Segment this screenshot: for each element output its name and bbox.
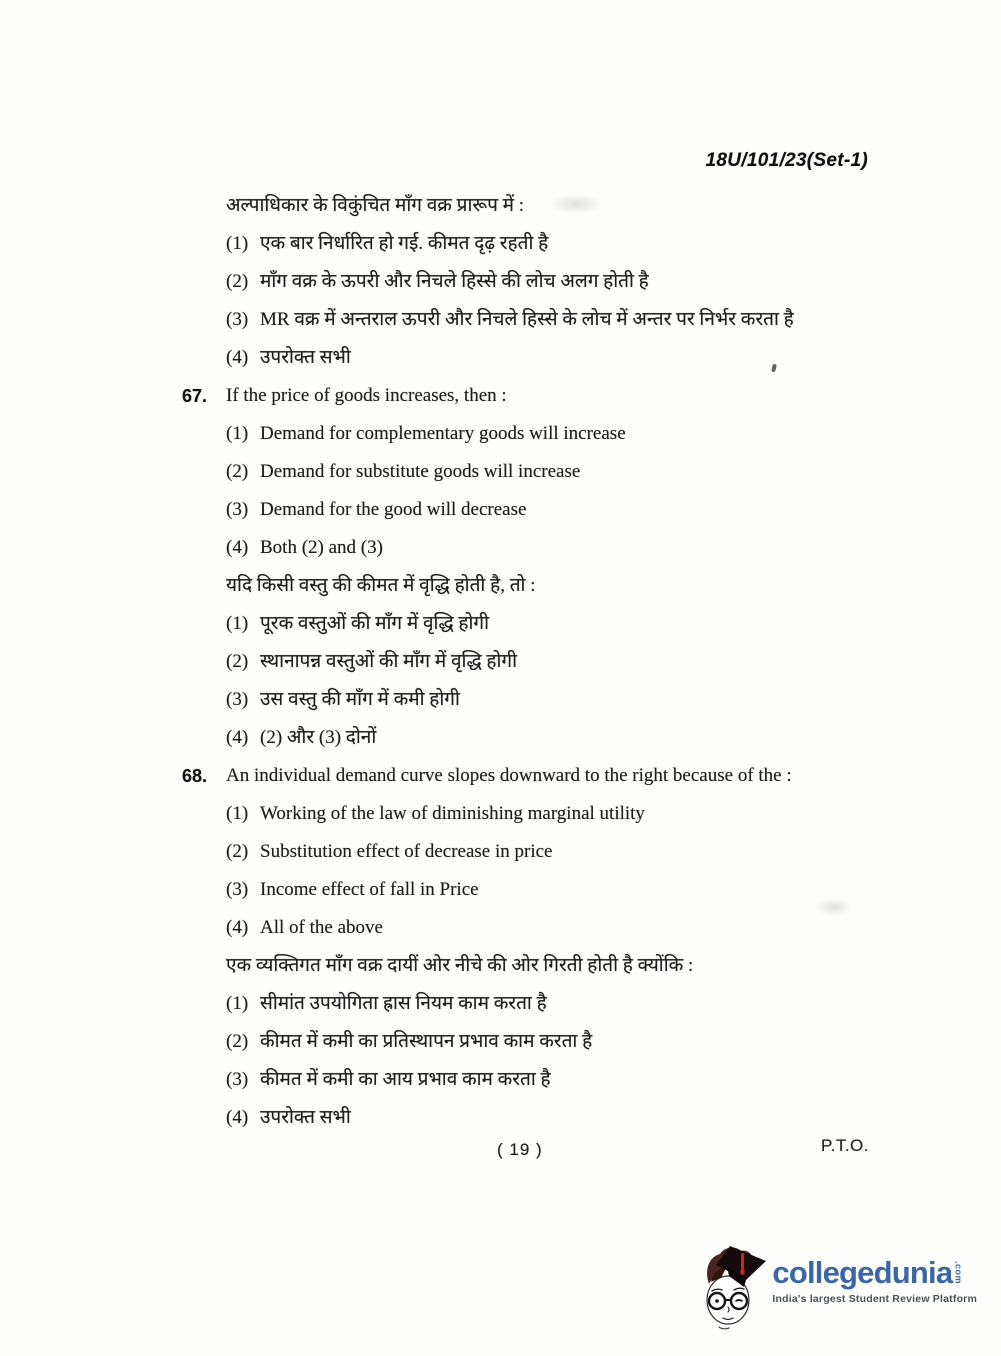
option-text: Demand for complementary goods will increase xyxy=(260,423,626,444)
option-row xyxy=(226,1029,1001,1055)
question-number: 68. xyxy=(182,766,208,786)
option-row xyxy=(226,535,1001,561)
option-row xyxy=(226,991,1001,1017)
option-marker: (4) xyxy=(226,917,249,938)
option-row xyxy=(226,345,1001,371)
question-intro: एक व्यक्तिगत माँग वक्र दायीं ओर नीचे की ओर गिरती होती है क्योंकि : xyxy=(226,955,694,976)
option-row xyxy=(226,915,1001,941)
question-intro-line xyxy=(182,763,1001,789)
option-marker: (3) xyxy=(226,499,249,520)
brand-name: collegedunia xyxy=(772,1255,953,1290)
option-row xyxy=(226,231,1001,257)
option-text: उस वस्तु की माँग में कमी होगी xyxy=(260,689,460,710)
option-marker: (2) xyxy=(226,461,249,482)
option-text: Working of the law of diminishing marginal utility xyxy=(260,803,645,824)
option-marker: (3) xyxy=(226,309,249,330)
option-marker: (4) xyxy=(226,347,249,368)
logo-text-column xyxy=(772,1255,977,1305)
option-marker: (2) xyxy=(226,271,249,292)
option-row xyxy=(226,725,1001,751)
question-intro: An individual demand curve slopes downward to the right because of the : xyxy=(226,765,792,786)
pto-label: P.T.O. xyxy=(820,1136,869,1155)
option-marker: (1) xyxy=(226,423,249,444)
option-marker: (4) xyxy=(226,727,249,748)
question-intro-line xyxy=(182,383,1001,409)
option-text: (2) और (3) दोनों xyxy=(260,727,377,748)
question-block xyxy=(226,573,1001,751)
question-block xyxy=(182,383,1001,561)
question-area xyxy=(0,193,1001,1143)
option-row xyxy=(226,421,1001,447)
option-row xyxy=(226,687,1001,713)
option-marker: (1) xyxy=(226,233,249,254)
option-marker: (2) xyxy=(226,841,249,862)
option-marker: (3) xyxy=(226,1069,249,1090)
option-row xyxy=(226,1105,1001,1131)
option-row xyxy=(226,877,1001,903)
question-block xyxy=(182,763,1001,941)
option-marker: (1) xyxy=(226,803,249,824)
collegedunia-logo xyxy=(703,1244,977,1332)
option-row xyxy=(226,801,1001,827)
option-text: Substitution effect of decrease in price xyxy=(260,841,553,862)
option-marker: (1) xyxy=(226,993,249,1014)
question-block xyxy=(226,193,1001,371)
question-intro: If the price of goods increases, then : xyxy=(226,385,507,406)
option-text: Both (2) and (3) xyxy=(260,537,383,558)
option-text: Income effect of fall in Price xyxy=(260,879,479,900)
question-intro: यदि किसी वस्तु की कीमत में वृद्धि होती है, तो : xyxy=(226,575,536,596)
option-marker: (2) xyxy=(226,1031,249,1052)
option-row xyxy=(226,459,1001,485)
option-text: माँग वक्र के ऊपरी और निचले हिस्से की लोच अलग होती है xyxy=(260,271,649,292)
brand-tld: .com xyxy=(953,1261,964,1285)
option-text: Demand for substitute goods will increase xyxy=(260,461,581,482)
option-text: उपरोक्त सभी xyxy=(260,347,351,368)
option-text: सीमांत उपयोगिता ह्रास नियम काम करता है xyxy=(260,993,547,1014)
option-marker: (2) xyxy=(226,651,249,672)
option-marker: (3) xyxy=(226,689,249,710)
page-number: ( 19 ) xyxy=(497,1140,543,1159)
brand-tagline: India's largest Student Review Platform xyxy=(772,1293,977,1305)
option-row xyxy=(226,649,1001,675)
option-text: MR वक्र में अन्तराल ऊपरी और निचले हिस्से के लोच में अन्तर पर निर्भर करता है xyxy=(260,309,794,330)
option-text: पूरक वस्तुओं की माँग में वृद्धि होगी xyxy=(260,613,490,634)
option-text: उपरोक्त सभी xyxy=(260,1107,351,1128)
option-row xyxy=(226,497,1001,523)
option-text: Demand for the good will decrease xyxy=(260,499,527,520)
option-text: कीमत में कमी का आय प्रभाव काम करता है xyxy=(260,1069,551,1090)
question-intro: अल्पाधिकार के विकुंचित माँग वक्र प्रारूप में : xyxy=(226,195,525,216)
paper-code: 18U/101/23(Set-1) xyxy=(705,150,868,171)
question-block xyxy=(226,953,1001,1131)
option-row xyxy=(226,611,1001,637)
option-marker: (4) xyxy=(226,537,249,558)
option-text: All of the above xyxy=(260,917,383,938)
option-row xyxy=(226,1067,1001,1093)
option-marker: (3) xyxy=(226,879,249,900)
option-text: एक बार निर्धारित हो गई. कीमत दृढ़ रहती है xyxy=(260,233,549,254)
option-marker: (4) xyxy=(226,1107,249,1128)
option-text: स्थानापन्न वस्तुओं की माँग में वृद्धि होगी xyxy=(260,651,518,672)
option-row xyxy=(226,839,1001,865)
question-number: 67. xyxy=(182,386,208,406)
graduate-mascot-icon xyxy=(703,1244,767,1332)
option-row xyxy=(226,269,1001,295)
option-text: कीमत में कमी का प्रतिस्थापन प्रभाव काम करता है xyxy=(260,1031,593,1052)
option-row xyxy=(226,307,1001,333)
option-marker: (1) xyxy=(226,613,249,634)
